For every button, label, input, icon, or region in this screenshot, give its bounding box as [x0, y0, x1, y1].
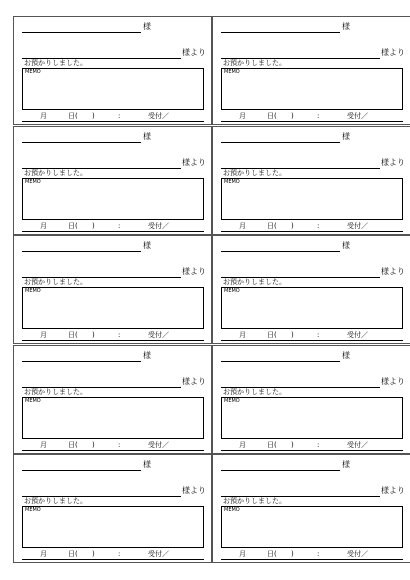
memo-label: MEMO [224, 288, 240, 294]
memo-box[interactable] [22, 287, 204, 329]
recipient-suffix: 様 [143, 241, 151, 250]
memo-box[interactable] [221, 178, 403, 220]
weekday-close-paren: ) [92, 112, 95, 120]
month-label: 月 [239, 441, 246, 449]
received-message: お預かりしました。 [223, 59, 286, 67]
reception-label: 受付／ [148, 112, 169, 120]
received-message: お預かりしました。 [24, 388, 87, 396]
memo-card [212, 235, 410, 344]
sender-suffix: 様より [381, 267, 405, 276]
footer-line [221, 450, 403, 451]
memo-card [13, 345, 212, 454]
day-label: 日( [68, 331, 78, 339]
recipient-suffix: 様 [143, 132, 151, 141]
recipient-name-line[interactable] [22, 361, 141, 362]
memo-card [212, 16, 410, 125]
recipient-suffix: 様 [143, 351, 151, 360]
memo-box[interactable] [22, 178, 204, 220]
recipient-suffix: 様 [342, 22, 350, 31]
time-colon: : [118, 550, 121, 558]
month-label: 月 [239, 222, 246, 230]
recipient-name-line[interactable] [22, 32, 141, 33]
day-label: 日( [68, 112, 78, 120]
month-label: 月 [40, 441, 47, 449]
weekday-close-paren: ) [291, 441, 294, 449]
weekday-close-paren: ) [291, 331, 294, 339]
footer-line [221, 340, 403, 341]
recipient-name-line[interactable] [221, 32, 340, 33]
received-message: お預かりしました。 [223, 278, 286, 286]
sender-suffix: 様より [182, 267, 206, 276]
sender-suffix: 様より [381, 158, 405, 167]
weekday-close-paren: ) [92, 550, 95, 558]
memo-card [13, 454, 212, 563]
memo-box[interactable] [221, 506, 403, 548]
weekday-close-paren: ) [291, 222, 294, 230]
time-colon: : [317, 441, 320, 449]
day-label: 日( [267, 112, 277, 120]
recipient-name-line[interactable] [221, 361, 340, 362]
memo-card [212, 345, 410, 454]
day-label: 日( [68, 441, 78, 449]
day-label: 日( [267, 441, 277, 449]
memo-card [212, 126, 410, 235]
sender-suffix: 様より [182, 48, 206, 57]
time-colon: : [118, 222, 121, 230]
memo-label: MEMO [224, 507, 240, 513]
time-colon: : [118, 441, 121, 449]
recipient-suffix: 様 [342, 460, 350, 469]
received-message: お預かりしました。 [24, 59, 87, 67]
sender-suffix: 様より [381, 486, 405, 495]
recipient-name-line[interactable] [221, 142, 340, 143]
time-colon: : [118, 331, 121, 339]
memo-box[interactable] [221, 68, 403, 110]
recipient-suffix: 様 [342, 132, 350, 141]
reception-label: 受付／ [347, 112, 368, 120]
footer-line [22, 231, 204, 232]
month-label: 月 [239, 331, 246, 339]
memo-card [212, 454, 410, 563]
month-label: 月 [40, 222, 47, 230]
memo-box[interactable] [22, 68, 204, 110]
recipient-name-line[interactable] [22, 142, 141, 143]
memo-box[interactable] [221, 397, 403, 439]
recipient-suffix: 様 [143, 22, 151, 31]
day-label: 日( [68, 550, 78, 558]
day-label: 日( [267, 222, 277, 230]
reception-label: 受付／ [347, 222, 368, 230]
memo-label: MEMO [25, 398, 41, 404]
received-message: お預かりしました。 [223, 497, 286, 505]
received-message: お預かりしました。 [24, 497, 87, 505]
memo-box[interactable] [221, 287, 403, 329]
reception-label: 受付／ [148, 550, 169, 558]
weekday-close-paren: ) [291, 550, 294, 558]
sender-suffix: 様より [182, 158, 206, 167]
memo-box[interactable] [22, 506, 204, 548]
weekday-close-paren: ) [92, 222, 95, 230]
weekday-close-paren: ) [92, 331, 95, 339]
sender-suffix: 様より [381, 377, 405, 386]
memo-label: MEMO [25, 179, 41, 185]
memo-label: MEMO [25, 507, 41, 513]
memo-label: MEMO [224, 69, 240, 75]
time-colon: : [317, 112, 320, 120]
recipient-name-line[interactable] [22, 470, 141, 471]
memo-label: MEMO [25, 69, 41, 75]
month-label: 月 [40, 331, 47, 339]
weekday-close-paren: ) [291, 112, 294, 120]
sender-suffix: 様より [381, 48, 405, 57]
memo-box[interactable] [22, 397, 204, 439]
month-label: 月 [239, 550, 246, 558]
footer-line [22, 121, 204, 122]
month-label: 月 [40, 112, 47, 120]
memo-label: MEMO [224, 179, 240, 185]
month-label: 月 [40, 550, 47, 558]
footer-line [221, 121, 403, 122]
received-message: お預かりしました。 [24, 169, 87, 177]
time-colon: : [317, 550, 320, 558]
received-message: お預かりしました。 [223, 169, 286, 177]
reception-label: 受付／ [148, 331, 169, 339]
received-message: お預かりしました。 [24, 278, 87, 286]
reception-label: 受付／ [347, 441, 368, 449]
memo-sheet [13, 16, 410, 566]
memo-label: MEMO [25, 288, 41, 294]
recipient-name-line[interactable] [22, 251, 141, 252]
footer-line [22, 450, 204, 451]
weekday-close-paren: ) [92, 441, 95, 449]
day-label: 日( [68, 222, 78, 230]
time-colon: : [317, 331, 320, 339]
memo-card [13, 16, 212, 125]
reception-label: 受付／ [347, 550, 368, 558]
recipient-suffix: 様 [143, 460, 151, 469]
recipient-suffix: 様 [342, 241, 350, 250]
footer-line [22, 340, 204, 341]
memo-card [13, 235, 212, 344]
recipient-name-line[interactable] [221, 470, 340, 471]
memo-label: MEMO [224, 398, 240, 404]
time-colon: : [118, 112, 121, 120]
sender-suffix: 様より [182, 377, 206, 386]
sender-suffix: 様より [182, 486, 206, 495]
received-message: お預かりしました。 [223, 388, 286, 396]
memo-card [13, 126, 212, 235]
footer-line [221, 231, 403, 232]
reception-label: 受付／ [148, 441, 169, 449]
recipient-suffix: 様 [342, 351, 350, 360]
footer-line [22, 559, 204, 560]
time-colon: : [317, 222, 320, 230]
recipient-name-line[interactable] [221, 251, 340, 252]
reception-label: 受付／ [148, 222, 169, 230]
reception-label: 受付／ [347, 331, 368, 339]
day-label: 日( [267, 331, 277, 339]
footer-line [221, 559, 403, 560]
month-label: 月 [239, 112, 246, 120]
day-label: 日( [267, 550, 277, 558]
